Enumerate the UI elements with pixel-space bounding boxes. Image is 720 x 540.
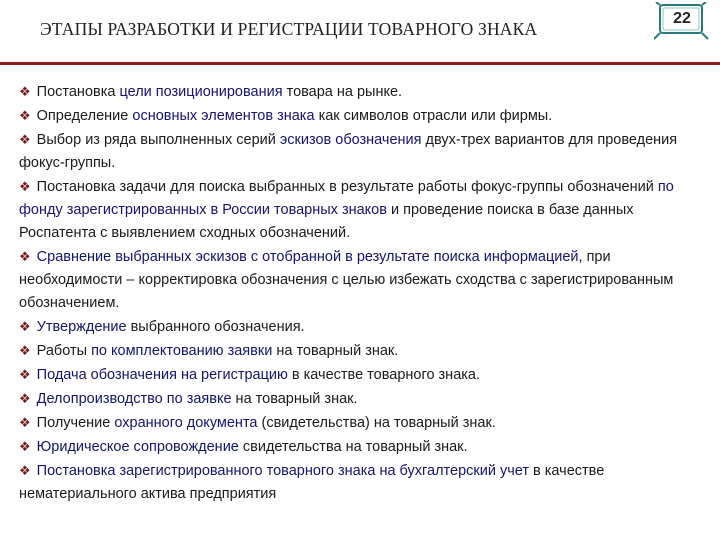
highlighted-text: охранного документа: [114, 415, 258, 431]
item-text: в качестве нематериального актива предприятия: [19, 463, 605, 502]
diamond-bullet-icon: ❖: [19, 179, 31, 194]
stage-item: [19, 435, 709, 459]
stage-item: [19, 363, 709, 387]
item-text: на товарный знак.: [272, 343, 399, 359]
stage-list: [19, 80, 709, 506]
diamond-bullet-icon: ❖: [19, 439, 31, 454]
stage-item: [19, 245, 709, 315]
item-text: как символов отрасли или фирмы.: [314, 108, 553, 124]
item-text: свидетельства на товарный знак.: [238, 439, 468, 455]
item-text: , при необходимости – корректировка обозначения с целью избежать сходства с зарегистрированным обозначением.: [19, 249, 674, 311]
stage-item: [19, 128, 709, 175]
diamond-bullet-icon: ❖: [19, 415, 31, 430]
item-text: (свидетельства) на товарный знак.: [257, 415, 496, 431]
item-text: в качестве товарного знака.: [287, 367, 481, 383]
highlighted-text: по фонду зарегистрированных в России товарных знаков: [19, 179, 674, 218]
title-divider: [0, 62, 720, 65]
item-text: и проведение поиска в базе данных Роспатента с выявлением сходных обозначений.: [19, 202, 634, 241]
highlighted-text: Постановка зарегистрированного товарного знака на бухгалтерский учет: [36, 463, 529, 479]
item-text: на товарный знак.: [231, 391, 358, 407]
item-text: Работы: [36, 343, 92, 359]
highlighted-text: Делопроизводство по заявке: [36, 391, 232, 407]
highlighted-text: основных элементов знака: [132, 108, 315, 124]
page-number-badge: [654, 2, 710, 40]
stage-item: [19, 387, 709, 411]
stage-item: [19, 339, 709, 363]
item-text: Постановка: [36, 84, 120, 100]
diamond-bullet-icon: ❖: [19, 108, 31, 123]
stage-item: [19, 175, 709, 245]
diamond-bullet-icon: ❖: [19, 391, 31, 406]
highlighted-text: эскизов обозначения: [279, 132, 422, 148]
diamond-bullet-icon: ❖: [19, 132, 31, 147]
highlighted-text: Юридическое сопровождение: [36, 439, 239, 455]
highlighted-text: цели позиционирования: [119, 84, 283, 100]
item-text: Определение: [36, 108, 133, 124]
stage-item: [19, 411, 709, 435]
diamond-bullet-icon: ❖: [19, 343, 31, 358]
highlighted-text: Подача обозначения на регистрацию: [36, 367, 288, 383]
item-text: Получение: [36, 415, 115, 431]
page-title: ЭТАПЫ РАЗРАБОТКИ И РЕГИСТРАЦИИ ТОВАРНОГО ЗНАКА: [40, 19, 538, 39]
highlighted-text: по комплектованию заявки: [91, 343, 273, 359]
stage-item: [19, 315, 709, 339]
diamond-bullet-icon: ❖: [19, 463, 31, 478]
item-text: двух-трех вариантов для проведения фокус-группы.: [19, 132, 678, 171]
item-text: Выбор из ряда выполненных серий: [36, 132, 280, 148]
item-text: товара на рынке.: [282, 84, 403, 100]
diamond-bullet-icon: ❖: [19, 84, 31, 99]
diamond-bullet-icon: ❖: [19, 367, 31, 382]
stage-item: [19, 459, 709, 506]
diamond-bullet-icon: ❖: [19, 319, 31, 334]
page-number: 22: [673, 10, 691, 27]
stage-item: [19, 104, 709, 128]
highlighted-text: Сравнение выбранных эскизов с отобранной в результате поиска информацией: [36, 249, 579, 265]
item-text: Постановка задачи для поиска выбранных в результате работы фокус-группы обозначений: [36, 179, 658, 195]
item-text: выбранного обозначения.: [126, 319, 305, 335]
diamond-bullet-icon: ❖: [19, 249, 31, 264]
stage-item: [19, 80, 709, 104]
highlighted-text: Утверждение: [36, 319, 127, 335]
